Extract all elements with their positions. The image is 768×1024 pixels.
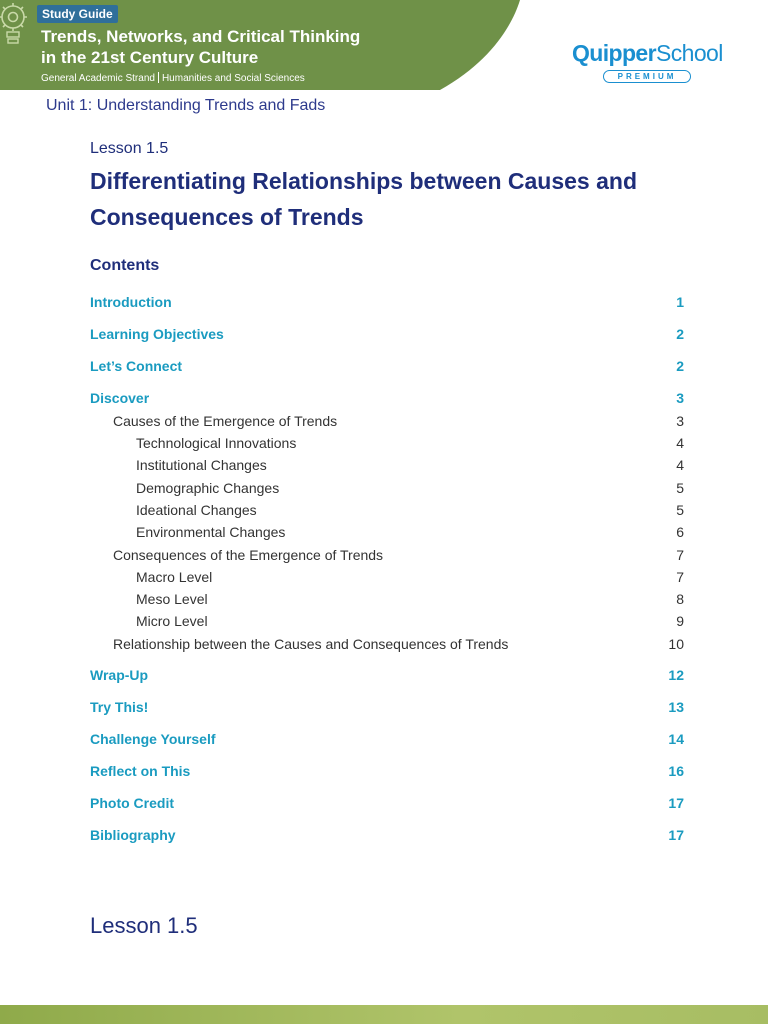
- toc-item-page: 7: [676, 547, 684, 563]
- toc-item[interactable]: [0, 665, 768, 685]
- toc-item-label: Consequences of the Emergence of Trends: [113, 547, 384, 563]
- toc-item-label: Macro Level: [136, 569, 213, 585]
- toc-item-label: Challenge Yourself: [90, 731, 216, 747]
- logo-wordmark: [572, 40, 722, 66]
- toc-item-page: 6: [676, 524, 684, 540]
- toc-item-label: Introduction: [90, 294, 172, 310]
- toc-item-page: 2: [676, 358, 684, 374]
- toc-item-label: Ideational Changes: [136, 502, 257, 518]
- toc-item[interactable]: [0, 825, 768, 845]
- toc-subitem[interactable]: [0, 545, 768, 565]
- toc-item[interactable]: [0, 324, 768, 344]
- toc-item[interactable]: [0, 729, 768, 749]
- toc-item-page: 2: [676, 326, 684, 342]
- toc-subitem[interactable]: [0, 478, 768, 498]
- toc-subitem[interactable]: [0, 411, 768, 431]
- contents-heading: Contents: [90, 257, 160, 274]
- logo-brand-quipper: Quipper: [572, 40, 656, 66]
- toc-item-label: Environmental Changes: [136, 524, 286, 540]
- toc-item-label: Reflect on This: [90, 763, 191, 779]
- header-banner: [0, 0, 520, 90]
- toc-item-label: Bibliography: [90, 827, 176, 843]
- toc-subitem[interactable]: [0, 433, 768, 453]
- toc-subitem[interactable]: [0, 567, 768, 587]
- toc-item[interactable]: [0, 292, 768, 312]
- toc-item-page: 10: [668, 636, 684, 652]
- lesson-number: Lesson 1.5: [90, 140, 169, 157]
- toc-item-page: 4: [676, 457, 684, 473]
- toc-item[interactable]: [0, 356, 768, 376]
- toc-item-page: 4: [676, 435, 684, 451]
- toc-item-label: Causes of the Emergence of Trends: [113, 413, 338, 429]
- logo-brand-school: School: [655, 40, 723, 66]
- toc-item[interactable]: [0, 761, 768, 781]
- toc-item[interactable]: [0, 697, 768, 717]
- toc-item-page: 1: [676, 294, 684, 310]
- toc-item-page: 5: [676, 480, 684, 496]
- toc-item-page: 3: [676, 413, 684, 429]
- course-title-line-2: in the 21st Century Culture: [41, 48, 259, 67]
- toc-item-page: 17: [668, 827, 684, 843]
- toc-item-label: Micro Level: [136, 613, 208, 629]
- toc-item-label: Institutional Changes: [136, 457, 267, 473]
- toc-subitem[interactable]: [0, 455, 768, 475]
- toc-item-page: 3: [676, 390, 684, 406]
- track-label: Humanities and Social Sciences: [161, 73, 305, 84]
- toc-item-label: Technological Innovations: [136, 435, 297, 451]
- toc-item-label: Demographic Changes: [136, 480, 280, 496]
- toc-item[interactable]: [0, 388, 768, 408]
- toc-item-label: Meso Level: [136, 591, 208, 607]
- study-guide-badge: Study Guide: [37, 5, 118, 23]
- toc-item[interactable]: [0, 793, 768, 813]
- toc-subitem[interactable]: [0, 611, 768, 631]
- course-strand: [41, 72, 305, 84]
- toc-item-page: 13: [668, 699, 684, 715]
- toc-item-page: 16: [668, 763, 684, 779]
- toc-item-label: Wrap-Up: [90, 667, 149, 683]
- section-heading: Lesson 1.5: [90, 913, 198, 938]
- strand-label: General Academic Strand: [41, 73, 155, 84]
- toc-item-page: 17: [668, 795, 684, 811]
- lesson-title: Differentiating Relationships between Causes and Consequences of Trends: [90, 168, 637, 230]
- toc-subitem[interactable]: [0, 522, 768, 542]
- toc-item-page: 7: [676, 569, 684, 585]
- toc-item-page: 5: [676, 502, 684, 518]
- strand-divider: [158, 72, 159, 83]
- toc-item-label: Let’s Connect: [90, 358, 183, 374]
- toc-subitem[interactable]: [0, 500, 768, 520]
- toc-item-page: 9: [676, 613, 684, 629]
- course-title: [41, 26, 360, 68]
- toc-item-page: 14: [668, 731, 684, 747]
- toc-item-label: Learning Objectives: [90, 326, 224, 342]
- toc-item-label: Relationship between the Causes and Consequences of Trends: [113, 636, 509, 652]
- toc-item-page: 8: [676, 591, 684, 607]
- toc-subitem[interactable]: [0, 634, 768, 654]
- lightbulb-gear-icon: [0, 0, 30, 46]
- course-title-line-1: Trends, Networks, and Critical Thinking: [41, 27, 361, 46]
- premium-badge: PREMIUM: [603, 70, 692, 83]
- quipper-school-logo: [572, 40, 722, 84]
- footer-bar: [0, 1005, 768, 1024]
- toc-item-label: Discover: [90, 390, 150, 406]
- toc-item-label: Try This!: [90, 699, 149, 715]
- unit-heading: Unit 1: Understanding Trends and Fads: [46, 97, 326, 114]
- toc-item-label: Photo Credit: [90, 795, 174, 811]
- toc-item-page: 12: [668, 667, 684, 683]
- toc-subitem[interactable]: [0, 589, 768, 609]
